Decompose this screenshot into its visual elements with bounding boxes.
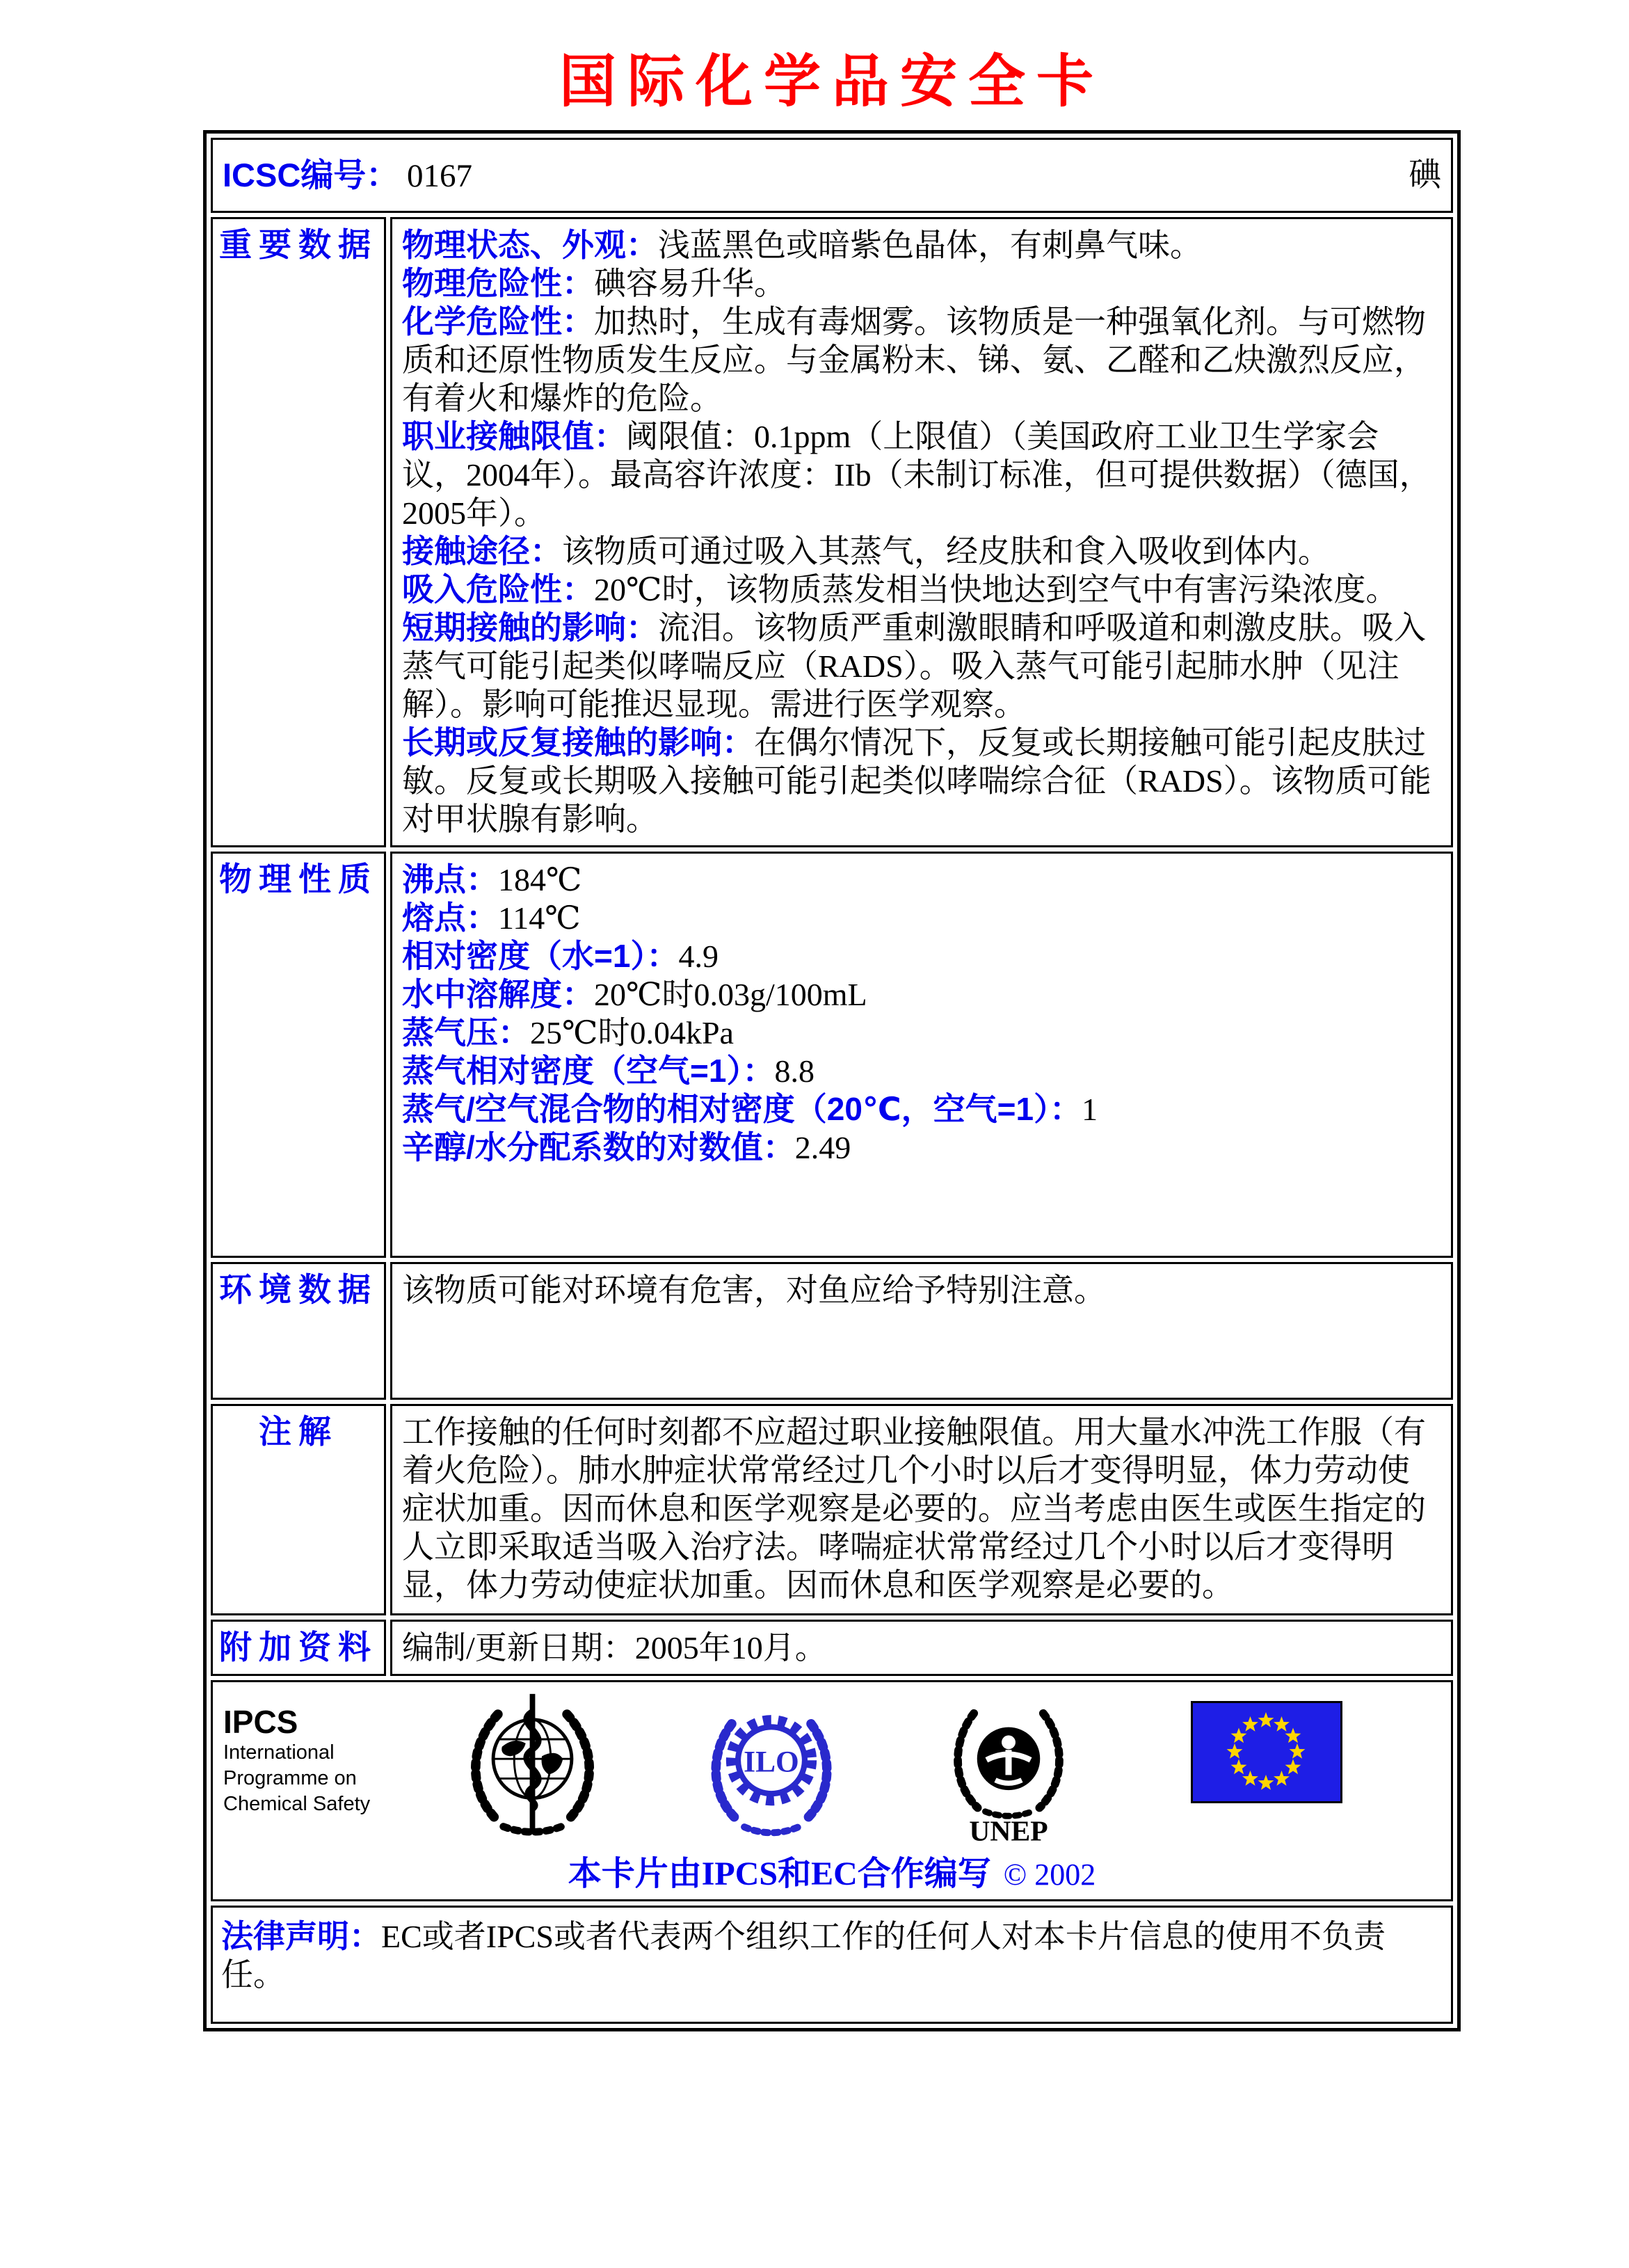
field-value: 20℃时0.03g/100mL [594, 977, 867, 1012]
unep-logo-text: UNEP [969, 1815, 1048, 1848]
field-label: 吸入危险性： [402, 571, 594, 607]
field-vapor-relative-density [402, 1052, 1441, 1090]
section-label-environmental-data: 环境数据 [211, 1262, 386, 1400]
field-label: 物理危险性： [402, 265, 594, 301]
eu-flag-icon [1191, 1701, 1342, 1803]
field-relative-density [402, 937, 1441, 975]
field-label: 长期或反复接触的影响： [402, 724, 754, 760]
field-value: 碘容易升华。 [594, 266, 786, 301]
field-physical-hazard [402, 264, 1441, 303]
field-label: 化学危险性： [402, 303, 594, 340]
section-label-important-data: 重要数据 [211, 217, 386, 847]
logos-cell [211, 1680, 1453, 1901]
field-value: 4.9 [678, 939, 719, 974]
field-value: 流泪。该物质严重刺激眼睛和呼吸道和刺激皮肤。吸入蒸气可能引起类似哮喘反应（RADS）。吸入蒸气可能引起肺水肿（见注解）。影响可能推迟显现。需进行医学观察。 [402, 610, 1426, 722]
field-inhalation-risk [402, 570, 1441, 609]
field-value: 1 [1082, 1092, 1098, 1127]
field-label: 相对密度（水=1）： [402, 938, 679, 974]
field-vapor-air-mixture-density [402, 1090, 1441, 1128]
physical-properties-content [390, 852, 1453, 1258]
field-physical-state [402, 226, 1441, 264]
icsc-number-label: ICSC编号： [223, 156, 399, 193]
section-label-physical-properties: 物理性质 [211, 852, 386, 1258]
substance-name: 碘 [1409, 157, 1441, 193]
ipcs-subtitle-line: International [223, 1741, 335, 1764]
field-value: 2.49 [794, 1130, 851, 1165]
field-value: 阈限值：0.1ppm（上限值）（美国政府工业卫生学家会议，2004年）。最高容许浓度：IIb（未制订标准，但可提供数据）（德国，2005年）。 [402, 419, 1431, 531]
field-label: 短期接触的影响： [402, 609, 658, 646]
field-label: 水中溶解度： [402, 976, 594, 1012]
field-long-term-effects [402, 724, 1441, 838]
table-row-notes [211, 1404, 1453, 1615]
field-value: 8.8 [774, 1053, 814, 1089]
field-melting-point [402, 899, 1441, 937]
notes-content [390, 1404, 1453, 1615]
unep-logo-icon [949, 1690, 1068, 1853]
icsc-number-value: 0167 [407, 157, 473, 194]
page-title: 国际化学品安全卡 [559, 50, 1105, 113]
field-boiling-point [402, 861, 1441, 899]
notes-text: 工作接触的任何时刻都不应超过职业接触限值。用大量水冲洗工作服（有着火危险）。肺水肿症状常常经过几个小时以后才变得明显，体力劳动使症状加重。因而休息和医学观察是必要的。应当考虑由医生或医生指定的人立即采取适当吸入治疗法。哮喘症状常常经过几个小时以后才变得明显，体力劳动使症状加重。因而休息和医学观察是必要的。 [402, 1414, 1426, 1603]
table-row-legal-notice [211, 1906, 1453, 2024]
ipcs-subtitle-line: Programme on [223, 1767, 357, 1789]
icsc-card-table [203, 130, 1461, 2031]
field-label: 沸点： [402, 861, 498, 897]
legal-notice-text: EC或者IPCS或者代表两个组织工作的任何人对本卡片信息的使用不负责任。 [221, 1919, 1386, 1993]
field-octanol-water-partition [402, 1128, 1441, 1167]
table-row-additional-info [211, 1620, 1453, 1676]
field-label: 辛醇/水分配系数的对数值： [402, 1129, 795, 1165]
field-value: 20℃时，该物质蒸发相当快地达到空气中有害污染浓度。 [594, 572, 1398, 607]
field-water-solubility [402, 975, 1441, 1014]
field-value: 加热时，生成有毒烟雾。该物质是一种强氧化剂。与可燃物质和还原性物质发生反应。与金属粉末、锑、氨、乙醛和乙炔激烈反应，有着火和爆炸的危险。 [402, 304, 1426, 416]
legal-notice-label: 法律声明： [221, 1918, 381, 1954]
field-label: 接触途径： [402, 533, 562, 569]
ipcs-wordmark [223, 1690, 407, 1817]
field-value: 114℃ [498, 900, 581, 936]
field-value: 该物质可通过吸入其蒸气，经皮肤和食入吸收到体内。 [562, 534, 1330, 569]
field-exposure-routes [402, 532, 1441, 570]
ipcs-subtitle-line: Chemical Safety [223, 1793, 371, 1815]
additional-info-text: 编制/更新日期：2005年10月。 [402, 1630, 827, 1666]
additional-info-content [390, 1620, 1453, 1676]
field-label: 物理状态、外观： [402, 227, 658, 263]
field-short-term-effects [402, 609, 1441, 724]
table-row-environmental-data [211, 1262, 1453, 1400]
section-label-notes: 注解 [211, 1404, 386, 1615]
table-row-icsc-header [211, 138, 1453, 213]
field-value: 25℃时0.04kPa [530, 1015, 734, 1051]
copyright-year: © 2002 [1003, 1858, 1096, 1892]
field-value: 浅蓝黑色或暗紫色晶体，有刺鼻气味。 [658, 227, 1202, 263]
field-value: 184℃ [498, 862, 582, 897]
important-data-content [390, 217, 1453, 847]
field-label: 熔点： [402, 900, 498, 936]
field-label: 职业接触限值： [402, 418, 626, 454]
field-label: 蒸气/空气混合物的相对密度（20℃，空气=1）： [402, 1091, 1082, 1127]
cooperation-caption [214, 1846, 1450, 1894]
icsc-card-page [0, 36, 1629, 2268]
legal-notice-cell [211, 1906, 1453, 2024]
icsc-number-group [223, 156, 472, 195]
field-occupational-limits [402, 417, 1441, 532]
field-label: 蒸气压： [402, 1014, 530, 1051]
field-value: 在偶尔情况下，反复或长期接触可能引起皮肤过敏。反复或长期吸入接触可能引起类似哮喘综合征（RADS）。该物质可能对甲状腺有影响。 [402, 725, 1431, 837]
ipcs-title: IPCS [223, 1704, 298, 1740]
table-row-physical-properties [211, 852, 1453, 1258]
environmental-data-content [390, 1262, 1453, 1400]
section-label-additional-info: 附加资料 [211, 1620, 386, 1676]
ilo-logo-icon [705, 1690, 837, 1847]
field-vapor-pressure [402, 1014, 1441, 1052]
field-label: 蒸气相对密度（空气=1）： [402, 1053, 775, 1089]
cooperation-caption-text: 本卡片由IPCS和EC合作编写 [568, 1855, 991, 1892]
table-row-logos [211, 1680, 1453, 1901]
ilo-logo-text: ILO [744, 1745, 799, 1779]
environmental-data-text: 该物质可能对环境有危害，对鱼应给予特别注意。 [402, 1272, 1106, 1308]
field-chemical-hazard [402, 303, 1441, 417]
who-logo-icon [461, 1690, 604, 1839]
table-row-important-data [211, 217, 1453, 847]
icsc-header-cell [211, 138, 1453, 213]
